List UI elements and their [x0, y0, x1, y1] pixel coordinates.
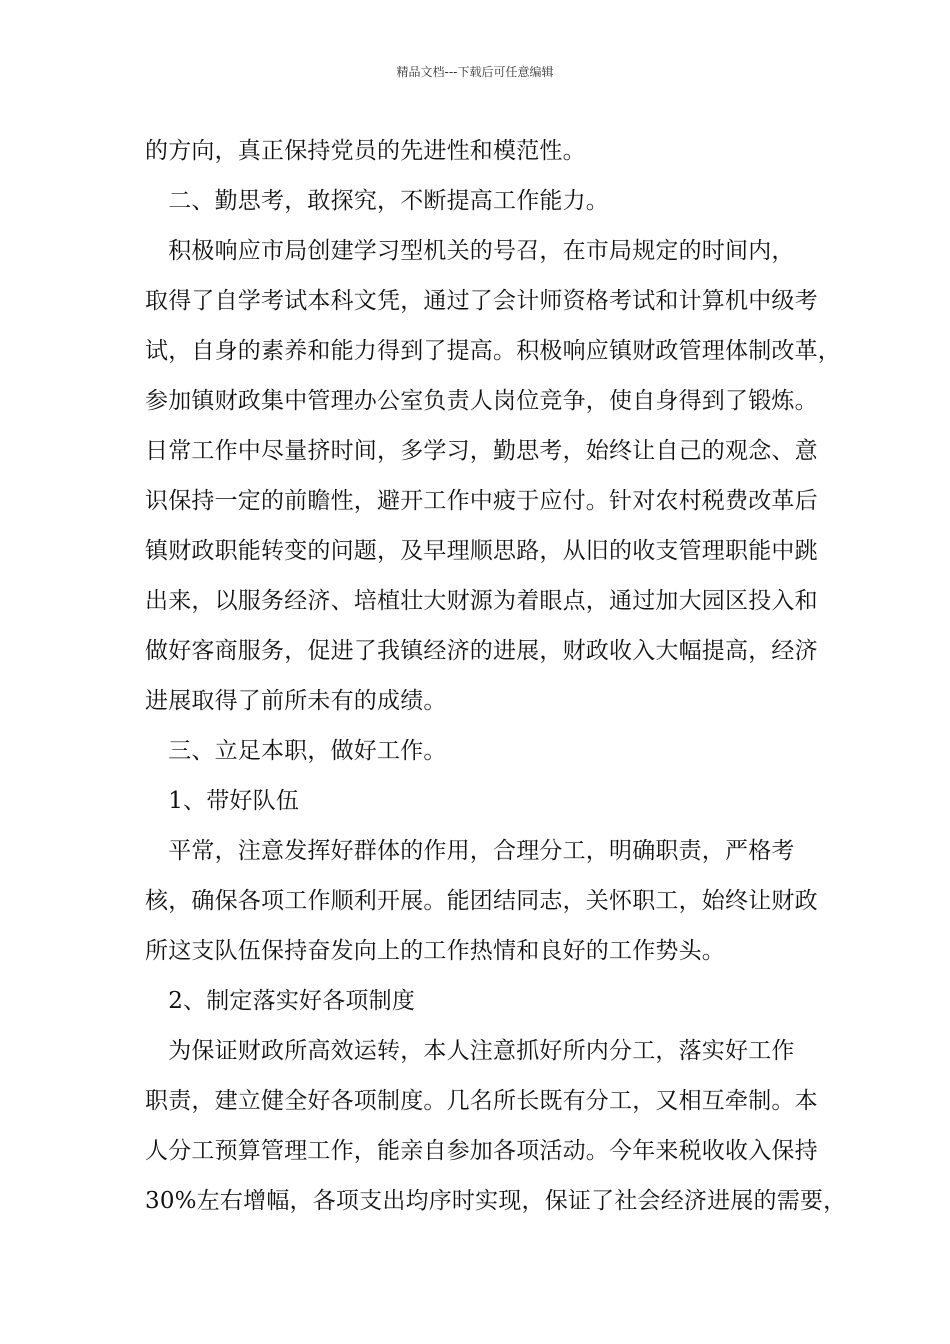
text-line: 试，自身的素养和能力得到了提高。积极响应镇财政管理体制改革，: [145, 338, 841, 364]
text-line: 参加镇财政集中管理办公室负责人岗位竞争，使自身得到了锻炼。: [145, 388, 818, 414]
section-heading: 三、立足本职，做好工作。: [145, 738, 447, 764]
text-line: 30%左右增幅，各项支出均序时实现，保证了社会经济进展的需要，: [145, 1188, 847, 1214]
subsection-heading: 1、带好队伍: [145, 788, 300, 814]
text-line: 核，确保各项工作顺利开展。能团结同志，关怀职工，始终让财政: [145, 888, 818, 914]
text-line: 进展取得了前所未有的成绩。: [145, 688, 447, 714]
text-line: 为保证财政所高效运转，本人注意抓好所内分工，落实好工作: [145, 1038, 795, 1064]
text-line: 人分工预算管理工作，能亲自参加各项活动。今年来税收收入保持: [145, 1138, 818, 1164]
text-line: 所这支队伍保持奋发向上的工作热情和良好的工作势头。: [145, 938, 725, 964]
text-line: 识保持一定的前瞻性，避开工作中疲于应付。针对农村税费改革后: [145, 488, 818, 514]
text-line: 取得了自学考试本科文凭，通过了会计师资格考试和计算机中级考: [145, 288, 818, 314]
text-line: 出来，以服务经济、培植壮大财源为着眼点，通过加大园区投入和: [145, 588, 818, 614]
text-line: 做好客商服务，促进了我镇经济的进展，财政收入大幅提高，经济: [145, 638, 818, 664]
subsection-heading: 2、制定落实好各项制度: [145, 988, 416, 1014]
section-heading: 二、勤思考，敢探究，不断提高工作能力。: [145, 188, 609, 214]
page-header: 精品文档---下载后可任意编辑: [396, 65, 554, 79]
text-line: 平常，注意发挥好群体的作用，合理分工，明确职责，严格考: [145, 838, 795, 864]
text-line: 积极响应市局创建学习型机关的号召，在市局规定的时间内，: [145, 238, 795, 264]
text-line: 的方向，真正保持党员的先进性和模范性。: [145, 138, 586, 164]
text-line: 日常工作中尽量挤时间，多学习，勤思考，始终让自己的观念、意: [145, 438, 818, 464]
text-line: 镇财政职能转变的问题，及早理顺思路，从旧的收支管理职能中跳: [145, 538, 818, 564]
text-line: 职责，建立健全好各项制度。几名所长既有分工，又相互牵制。本: [145, 1088, 818, 1114]
